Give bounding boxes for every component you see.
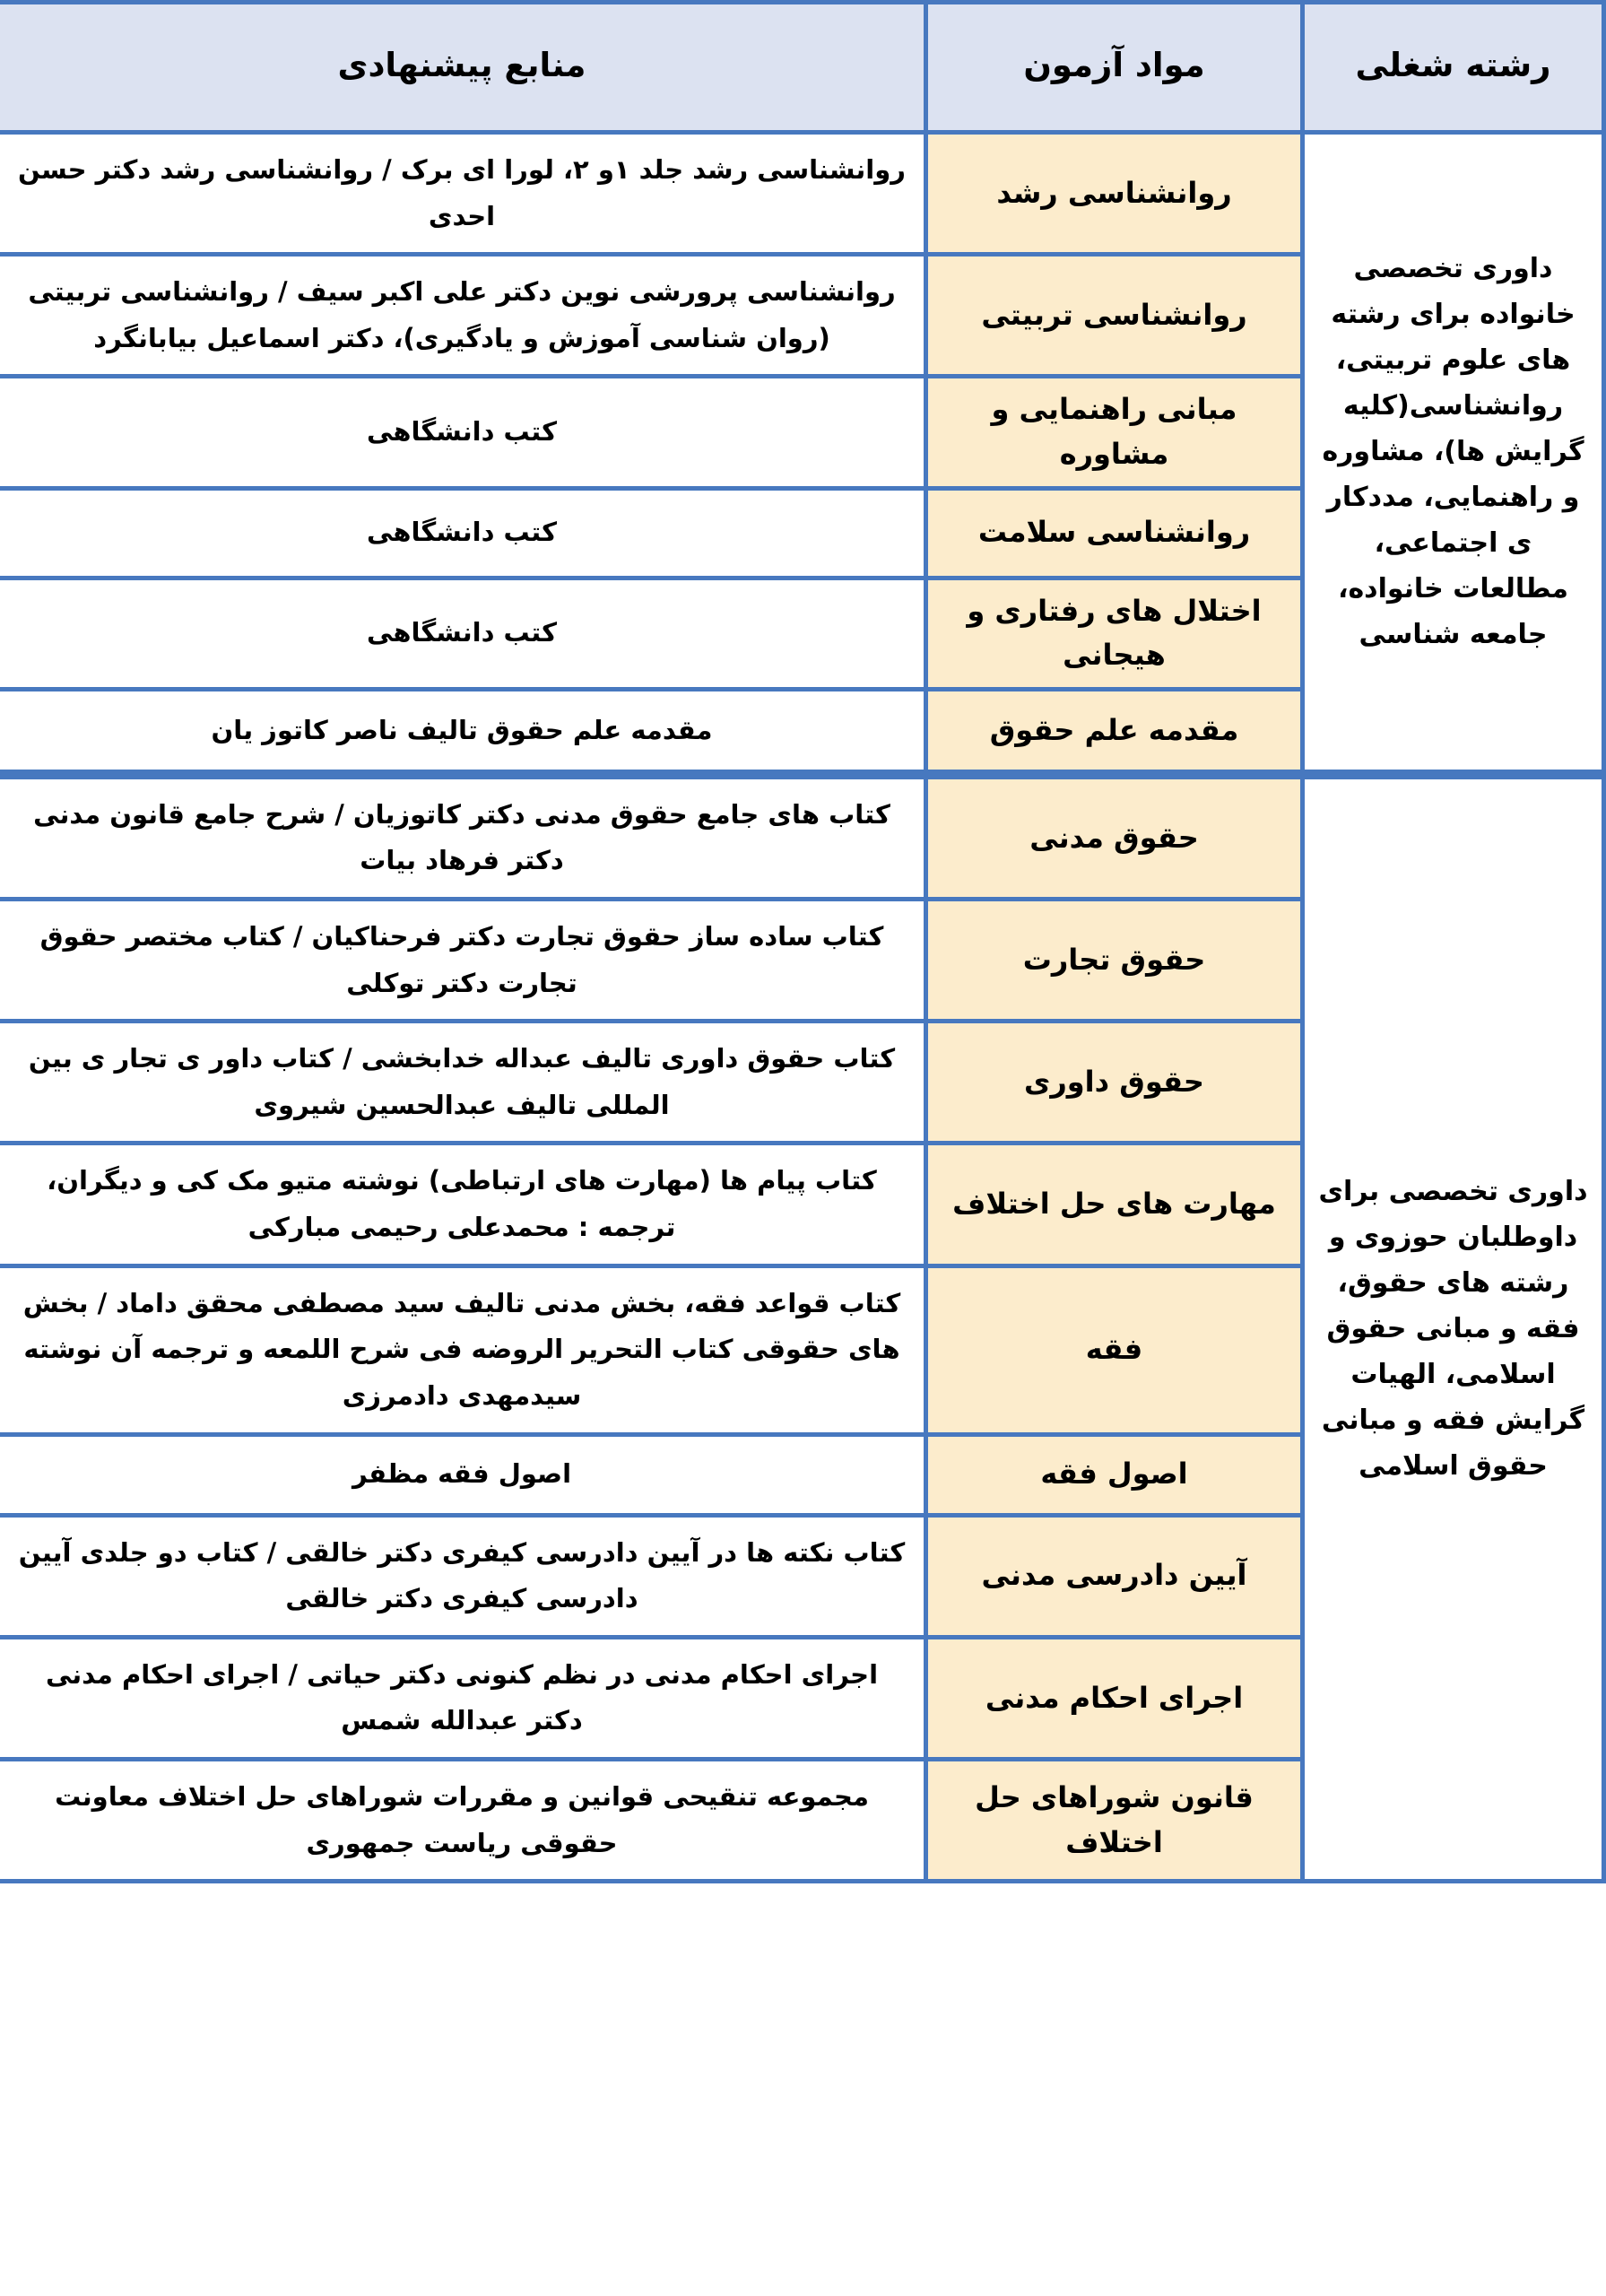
source-cell: کتاب پیام ها (مهارت های ارتباطی) نوشته متیو مک کی و دیگران، ترجمه : محمدعلی رحیمی مبارکی bbox=[0, 1144, 926, 1265]
subject-cell: روانشناسی رشد bbox=[926, 133, 1303, 255]
subject-cell: فقه bbox=[926, 1265, 1303, 1434]
subject-cell: حقوق تجارت bbox=[926, 900, 1303, 1022]
subject-cell: مقدمه علم حقوق bbox=[926, 689, 1303, 774]
column-header-source: منابع پیشنهادی bbox=[0, 3, 926, 133]
subject-cell: اختلال های رفتاری و هیجانی bbox=[926, 578, 1303, 689]
field-cell-section-1: داوری تخصصی خانواده برای رشته های علوم تربیتی، روانشناسی(کلیه گرایش ها)، مشاوره و راهنمایی، مددکار ی اجتماعی، مطالعات خانواده، جامعه شناسی bbox=[1303, 133, 1604, 775]
subject-cell: قانون شوراهای حل اختلاف bbox=[926, 1759, 1303, 1881]
table-row bbox=[0, 774, 1604, 899]
table-header bbox=[0, 3, 1604, 133]
source-cell: کتاب حقوق داوری تالیف عبداله خدابخشی / کتاب داور ی تجار ی بین المللی تالیف عبدالحسین شیروی bbox=[0, 1022, 926, 1144]
source-cell: کتب دانشگاهی bbox=[0, 488, 926, 578]
header-row bbox=[0, 3, 1604, 133]
table-row bbox=[0, 133, 1604, 255]
source-cell: کتاب قواعد فقه، بخش مدنی تالیف سید مصطفی محقق داماد / بخش های حقوقی کتاب التحریر الروضه فی شرح اللمعه و ترجمه آن نوشته سیدمهدی دادمرزی bbox=[0, 1265, 926, 1434]
subject-cell: حقوق مدنی bbox=[926, 774, 1303, 899]
source-cell: اصول فقه مظفر bbox=[0, 1434, 926, 1515]
source-cell: کتب دانشگاهی bbox=[0, 377, 926, 488]
field-cell-section-2: داوری تخصصی برای داوطلبان حوزوی و رشته های حقوق، فقه و مبانی حقوق اسلامی، الهیات گرایش فقه و مبانی حقوق اسلامی bbox=[1303, 774, 1604, 1881]
subject-cell: اجرای احکام مدنی bbox=[926, 1637, 1303, 1759]
source-cell: روانشناسی رشد جلد ۱و ۲، لورا ای برک / روانشناسی رشد دکتر حسن احدی bbox=[0, 133, 926, 255]
source-cell: کتاب ساده ساز حقوق تجارت دکتر فرحناکیان / کتاب مختصر حقوق تجارت دکتر توکلی bbox=[0, 900, 926, 1022]
source-cell: مقدمه علم حقوق تالیف ناصر کاتوز یان bbox=[0, 689, 926, 774]
source-cell: مجموعه تنقیحی قوانین و مقررات شوراهای حل اختلاف معاونت حقوقی ریاست جمهوری bbox=[0, 1759, 926, 1881]
source-cell: کتب دانشگاهی bbox=[0, 578, 926, 689]
table-body bbox=[0, 133, 1604, 1882]
source-cell: کتاب نکته ها در آیین دادرسی کیفری دکتر خالقی / کتاب دو جلدی آیین دادرسی کیفری دکتر خالقی bbox=[0, 1515, 926, 1637]
column-header-subject: مواد آزمون bbox=[926, 3, 1303, 133]
subject-cell: آیین دادرسی مدنی bbox=[926, 1515, 1303, 1637]
subject-cell: حقوق داوری bbox=[926, 1022, 1303, 1144]
subject-cell: روانشناسی سلامت bbox=[926, 488, 1303, 578]
subject-cell: اصول فقه bbox=[926, 1434, 1303, 1515]
subject-cell: مبانی راهنمایی و مشاوره bbox=[926, 377, 1303, 488]
subject-cell: مهارت های حل اختلاف bbox=[926, 1144, 1303, 1265]
source-cell: اجرای احکام مدنی در نظم کنونی دکتر حیاتی / اجرای احکام مدنی دکتر عبدالله شمس bbox=[0, 1637, 926, 1759]
column-header-field: رشته شغلی bbox=[1303, 3, 1604, 133]
subject-cell: روانشناسی تربیتی bbox=[926, 255, 1303, 377]
source-cell: روانشناسی پرورشی نوین دکتر علی اکبر سیف / روانشناسی تربیتی (روان شناسی آموزش و یادگیری)، دکتر اسماعیل بیابانگرد bbox=[0, 255, 926, 377]
source-cell: کتاب های جامع حقوق مدنی دکتر کاتوزیان / شرح جامع قانون مدنی دکتر فرهاد بیات bbox=[0, 774, 926, 899]
